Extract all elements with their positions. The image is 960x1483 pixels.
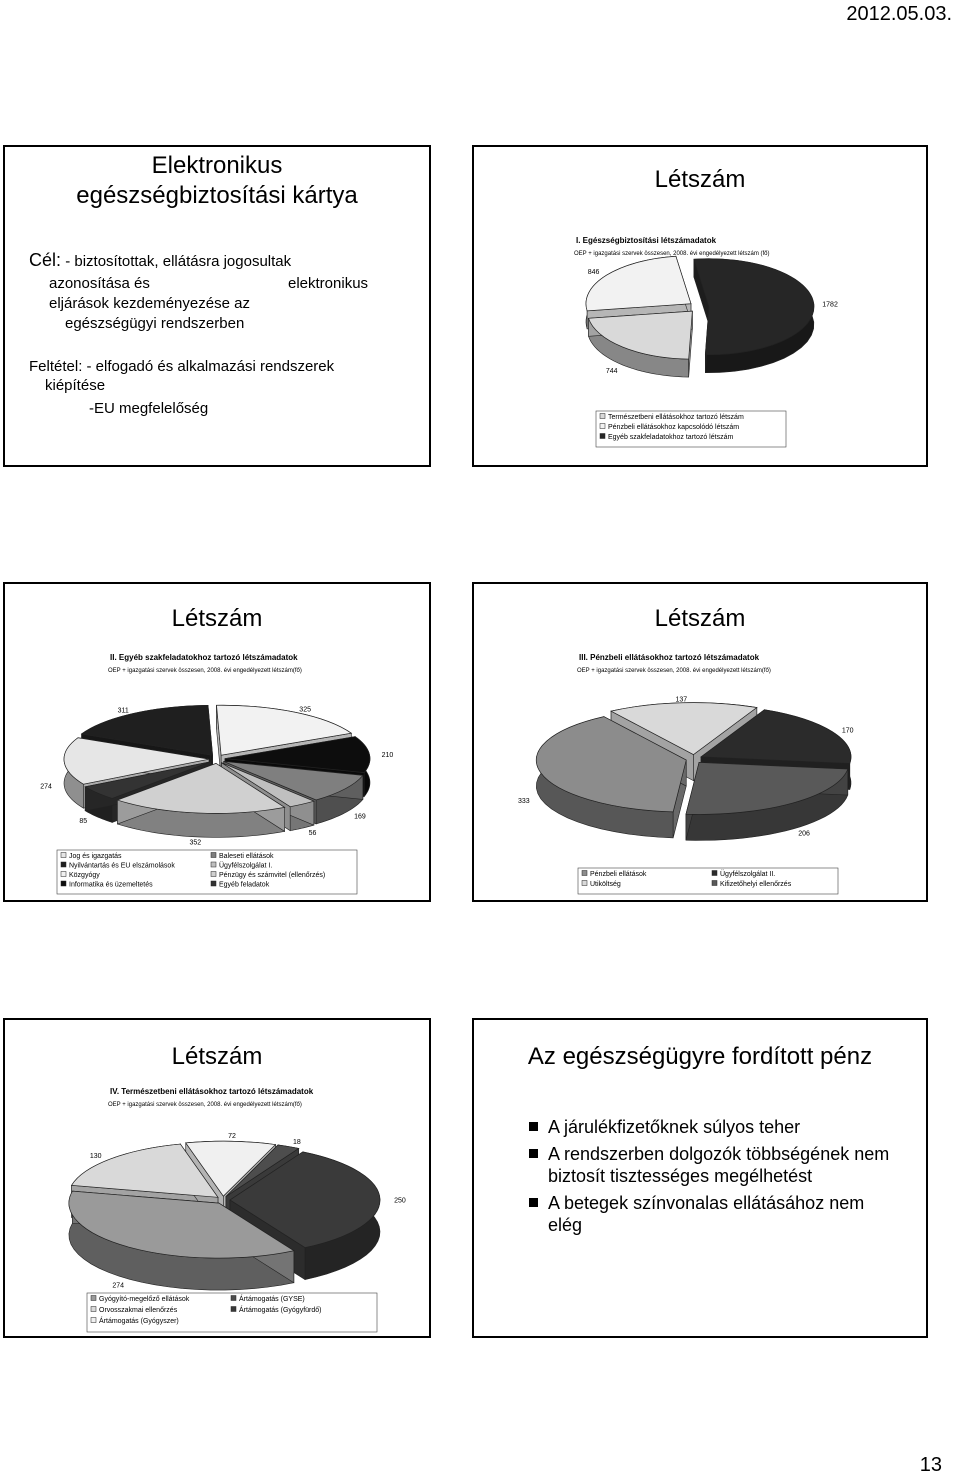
data-label: 170 <box>841 727 854 735</box>
slide-title <box>5 151 429 211</box>
data-label: 744 <box>605 367 618 375</box>
legend-label: Természetbeni ellátásokhoz tartozó létszám <box>608 414 744 421</box>
bullet-list <box>528 1116 898 1241</box>
legend-label: Orvosszakmai ellenőrzés <box>99 1307 178 1314</box>
data-label: 18 <box>293 1139 301 1147</box>
slide-chart-4 <box>3 1018 431 1338</box>
legend-label: Egyéb feladatok <box>219 881 270 889</box>
legend-label: Ártámogatás (Gyógyszer) <box>99 1318 179 1325</box>
chart-title: IV. Természetbeni ellátásokhoz tartozó létszámadatok <box>110 1087 314 1096</box>
data-label: 137 <box>675 696 688 704</box>
page-number: 13 <box>919 1454 942 1476</box>
legend-swatch <box>91 1318 96 1323</box>
data-label: 846 <box>587 269 600 277</box>
legend-swatch <box>712 881 717 886</box>
title-line-1: Elektronikus <box>151 152 283 179</box>
data-label: 210 <box>381 751 394 759</box>
slide-chart-1 <box>472 145 928 467</box>
legend-swatch <box>61 872 66 877</box>
slide-title: Létszám <box>654 605 746 632</box>
legend-label: Pénzbeli ellátások <box>590 871 647 878</box>
chart-title: I. Egészségbiztosítási létszámadatok <box>576 236 717 245</box>
legend-label: Informatika és üzemeltetés <box>69 881 153 889</box>
chart-title: II. Egyéb szakfeladatokhoz tartozó létszámadatok <box>110 653 298 662</box>
legend-swatch <box>600 414 605 419</box>
goal-line-2a: azonosítása és <box>49 275 150 292</box>
data-label: 311 <box>117 707 129 715</box>
bullet-item: A betegek színvonalas ellátásához nem elég <box>528 1192 898 1236</box>
goal-line-3: eljárások kezdeményezése az <box>49 295 250 312</box>
condition-line-2: kiépítése <box>45 377 106 394</box>
slide-title: Az egészségügyre fordított pénz <box>527 1043 873 1070</box>
legend-swatch <box>600 424 605 429</box>
legend-swatch <box>211 881 216 886</box>
legend-swatch <box>231 1307 236 1312</box>
square-bullet-icon <box>529 1122 538 1131</box>
legend-swatch <box>61 853 66 858</box>
data-label: 72 <box>228 1133 236 1141</box>
chart-subtitle: OEP + igazgatási szervek összesen, 2008. évi engedélyezett létszám (fő) <box>574 251 770 257</box>
data-label: 325 <box>299 706 311 714</box>
data-label: 1782 <box>822 301 838 309</box>
chart-subtitle: OEP + igazgatási szervek összesen, 2008. évi engedélyezett létszám(fő) <box>108 668 302 674</box>
square-bullet-icon <box>529 1198 538 1207</box>
chart-subtitle: OEP + igazgatási szervek összesen, 2008. évi engedélyezett létszám(fő) <box>108 1102 302 1108</box>
legend-label: Pénzbeli ellátásokhoz kapcsolódó létszám <box>608 424 740 431</box>
square-bullet-icon <box>529 1149 538 1158</box>
legend-label: Utiköltség <box>590 881 621 888</box>
bullet-item: A rendszerben dolgozók többségének nem biztosít tisztességes megélhetést <box>528 1143 898 1187</box>
legend-swatch <box>600 434 605 439</box>
legend-swatch <box>61 862 66 867</box>
legend-swatch <box>231 1296 236 1301</box>
goal-line-4: egészségügyi rendszerben <box>65 315 245 332</box>
slide-health-money <box>472 1018 928 1338</box>
pie-chart-2 <box>5 584 429 900</box>
goal-line-1: - biztosítottak, ellátásra jogosultak <box>65 253 292 270</box>
data-label: 274 <box>40 783 52 791</box>
legend-swatch <box>712 871 717 876</box>
legend-swatch <box>211 872 216 877</box>
legend-label: Egyéb szakfeladatokhoz tartozó létszám <box>608 434 734 441</box>
slide-electronic-card <box>3 145 431 467</box>
legend-swatch <box>211 862 216 867</box>
bullet-item: A járulékfizetőknek súlyos teher <box>528 1116 898 1138</box>
goal-line-2b: elektronikus <box>288 275 369 292</box>
date-stamp: 2012.05.03. <box>846 3 952 25</box>
legend-swatch <box>91 1307 96 1312</box>
condition-line-1: Feltétel: - elfogadó és alkalmazási rendszerek <box>29 358 335 375</box>
data-label: 85 <box>79 817 88 825</box>
pie-chart-3 <box>474 584 926 900</box>
slide-chart-2 <box>3 582 431 902</box>
data-label: 169 <box>354 813 366 821</box>
legend-label: Ártámogatás (Gyógyfürdő) <box>239 1307 322 1314</box>
legend-swatch <box>91 1296 96 1301</box>
data-label: 333 <box>517 797 530 805</box>
goal-label: Cél: <box>29 250 62 270</box>
legend-label: Ártámogatás (GYSE) <box>239 1296 305 1303</box>
slide-title: Létszám <box>654 166 746 193</box>
data-label: 56 <box>308 829 317 837</box>
legend-swatch <box>582 871 587 876</box>
pie-chart-4 <box>5 1020 429 1336</box>
data-label: 274 <box>112 1282 125 1290</box>
slide-chart-3 <box>472 582 928 902</box>
data-label: 250 <box>394 1197 406 1205</box>
legend-label: Nyilvántartás és EU elszámolások <box>69 862 175 870</box>
data-label: 206 <box>798 830 810 838</box>
legend-label: Közgyógy <box>69 872 100 879</box>
legend-label: Jog és igazgatás <box>69 853 122 860</box>
slide-title: Létszám <box>171 1043 263 1070</box>
chart-title: III. Pénzbeli ellátásokhoz tartozó létszámadatok <box>579 653 760 662</box>
legend-label: Ügyfélszolgálat II. <box>720 871 776 878</box>
pie-slice <box>586 256 691 311</box>
condition-line-3: -EU megfelelőség <box>89 400 209 417</box>
title-line-2: egészségbiztosítási kártya <box>76 182 358 209</box>
slide-title: Létszám <box>171 605 263 632</box>
data-label: 130 <box>89 1152 102 1160</box>
legend-label: Kifizetőhelyi ellenőrzés <box>720 881 792 888</box>
data-label: 352 <box>189 839 202 847</box>
legend-swatch <box>211 853 216 858</box>
legend-label: Baleseti ellátások <box>219 853 274 860</box>
legend-swatch <box>582 881 587 886</box>
pie-chart-1 <box>474 147 926 465</box>
chart-subtitle: OEP + igazgatási szervek összesen, 2008. évi engedélyezett létszám(fő) <box>577 668 771 674</box>
goal-row <box>29 251 291 271</box>
legend-swatch <box>61 881 66 886</box>
legend-label: Ügyfélszolgálat I. <box>219 862 273 870</box>
legend-label: Gyógyító-megelőző ellátások <box>99 1296 190 1303</box>
legend-label: Pénzügy és számvitel (ellenőrzés) <box>219 872 326 879</box>
